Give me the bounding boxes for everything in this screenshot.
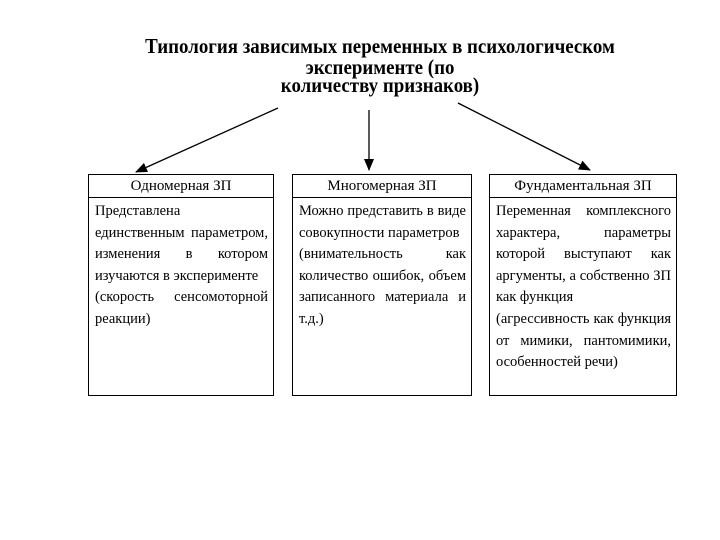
box-example: (внимательность как количество ошибок, объем записанного материала и т.д.): [299, 246, 466, 327]
diagram-title-line-1: Типология зависимых переменных в психологическом эксперименте (по: [145, 34, 615, 79]
diagram-title-line-2: количеству признаков): [280, 73, 480, 97]
arrow-to-left-box: [136, 108, 278, 172]
box-description: Представлена единственным параметром, изменения в котором изучаются в эксперименте: [95, 203, 268, 284]
box-example: (скорость сенсомоторной реакции): [95, 289, 268, 327]
box-header: Фундаментальная ЗП: [490, 175, 676, 198]
box-unidimensional: [88, 174, 274, 396]
box-body: [89, 198, 273, 331]
box-header: Многомерная ЗП: [293, 175, 471, 198]
box-fundamental: [489, 174, 677, 396]
arrow-to-right-box: [458, 103, 590, 170]
box-multidimensional: [292, 174, 472, 396]
box-body: [293, 198, 471, 331]
box-header: Одномерная ЗП: [89, 175, 273, 198]
box-description: Можно представить в виде совокупности параметров: [299, 203, 466, 241]
box-example: (агрессивность как функция от мимики, пантомимики, особенностей речи): [496, 310, 671, 371]
box-body: [490, 198, 676, 374]
box-description: Переменная комплексного характера, параметры которой выступают как аргументы, а собственно ЗП как функция: [496, 203, 671, 306]
